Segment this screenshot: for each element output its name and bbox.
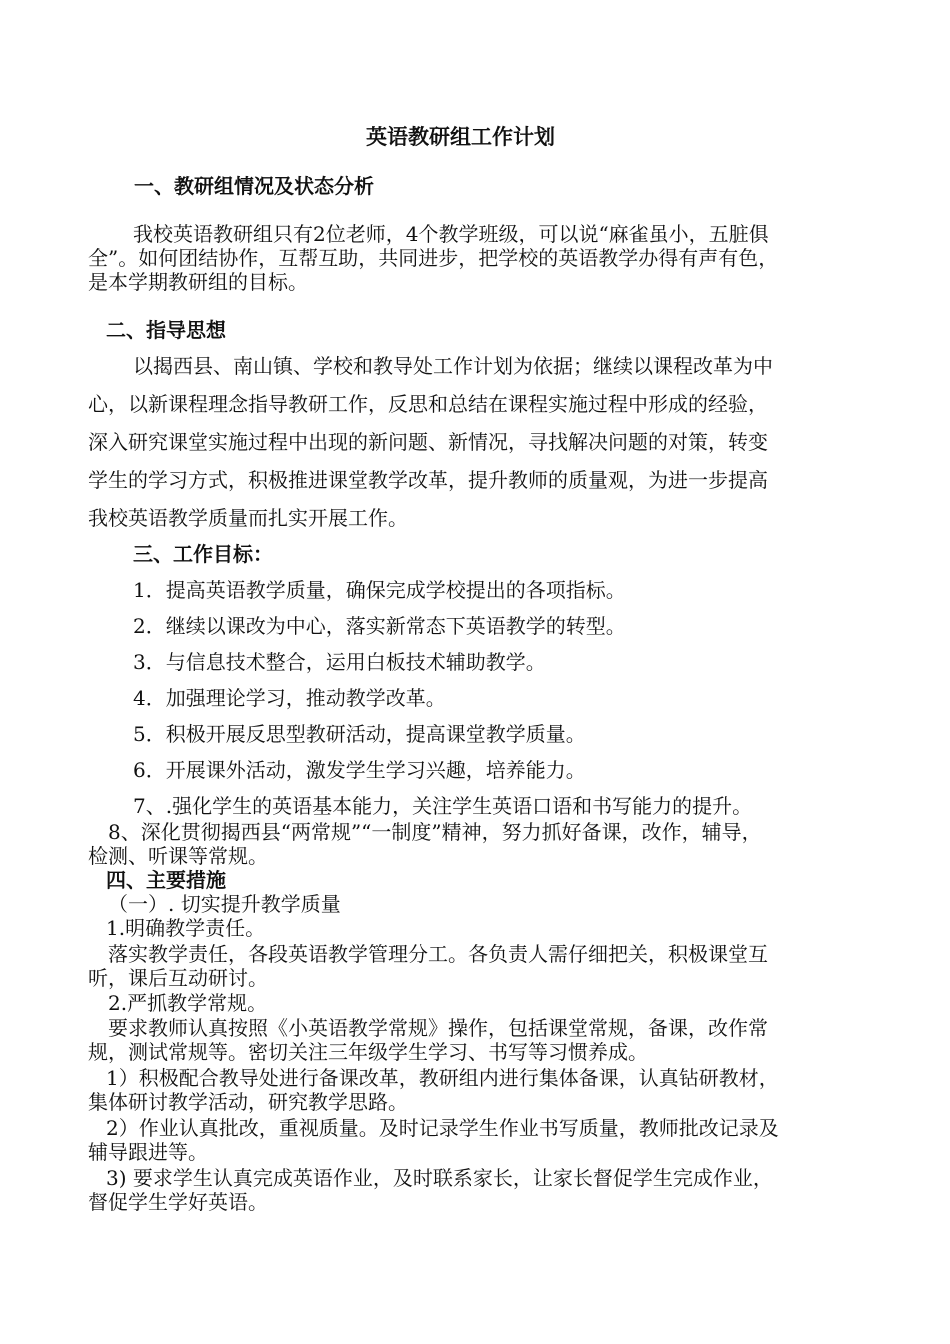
section-1-heading: 一、教研组情况及状态分析 [134,174,374,198]
s4-point-1: 1.明确教学责任。 [106,916,266,940]
s4-line-4: 听，课后互动研讨。 [88,966,268,990]
s1-line-3: 是本学期教研组的目标。 [88,270,308,294]
goal-item-1: 1．提高英语教学质量，确保完成学校提出的各项指标。 [133,578,626,602]
goal-item-7: 7、.强化学生的英语基本能力，关注学生英语口语和书写能力的提升。 [133,794,753,818]
s4-line-12: 3) 要求学生认真完成英语作业，及时联系家长，让家长督促学生完成作业， [106,1166,773,1190]
s2-line-4: 学生的学习方式，积极推进课堂教学改革，提升教师的质量观，为进一步提高 [88,468,768,492]
s4-point-2: 2.严抓教学常规。 [108,991,268,1015]
s2-line-5: 我校英语教学质量而扎实开展工作。 [88,506,408,530]
goal-item-8: 8、深化贯彻揭西县“两常规”“一制度”精神，努力抓好备课，改作，辅导， [108,820,762,844]
section-3-heading: 三、工作目标： [133,542,273,566]
s2-line-2: 心，以新课程理念指导教研工作，反思和总结在课程实施过程中形成的经验， [88,392,768,416]
goal-item-6: 6．开展课外活动，激发学生学习兴趣，培养能力。 [133,758,586,782]
goal-item-5: 5．积极开展反思型教研活动，提高课堂教学质量。 [133,722,586,746]
s2-line-1: 以揭西县、南山镇、学校和教导处工作计划为依据；继续以课程改革为中 [133,354,773,378]
s1-line-2: 全”。如何团结协作，互帮互助，共同进步，把学校的英语教学办得有声有色， [88,246,779,270]
s4-line-3: 落实教学责任，各段英语教学管理分工。各负责人需仔细把关，积极课堂互 [108,942,768,966]
s4-line-7: 规，测试常规等。密切关注三年级学生学习、书写等习惯养成。 [88,1040,648,1064]
s4-line-9: 集体研讨教学活动，研究教学思路。 [88,1090,408,1114]
document-title: 英语教研组工作计划 [366,125,555,149]
s4-subheading-1: （一）. 切实提升教学质量 [108,892,341,916]
goal-item-2: 2．继续以课改为中心，落实新常态下英语教学的转型。 [133,614,626,638]
s4-line-6: 要求教师认真按照《小英语教学常规》操作，包括课堂常规，备课，改作常 [108,1016,768,1040]
s1-line-1: 我校英语教研组只有2位老师，4个教学班级，可以说“麻雀虽小，五脏俱 [133,222,769,246]
section-4-heading: 四、主要措施 [106,868,226,892]
section-2-heading: 二、指导思想 [106,318,226,342]
s4-line-10: 2）作业认真批改，重视质量。及时记录学生作业书写质量，教师批改记录及 [106,1116,779,1140]
s4-line-11: 辅导跟进等。 [88,1140,208,1164]
goal-item-3: 3．与信息技术整合，运用白板技术辅助教学。 [133,650,546,674]
goal-item-8-cont: 检测、听课等常规。 [88,844,268,868]
goal-item-4: 4．加强理论学习，推动教学改革。 [133,686,446,710]
s2-line-3: 深入研究课堂实施过程中出现的新问题、新情况，寻找解决问题的对策，转变 [88,430,768,454]
s4-line-13: 督促学生学好英语。 [88,1190,268,1214]
s4-line-8: 1）积极配合教导处进行备课改革，教研组内进行集体备课，认真钻研教材， [106,1066,779,1090]
